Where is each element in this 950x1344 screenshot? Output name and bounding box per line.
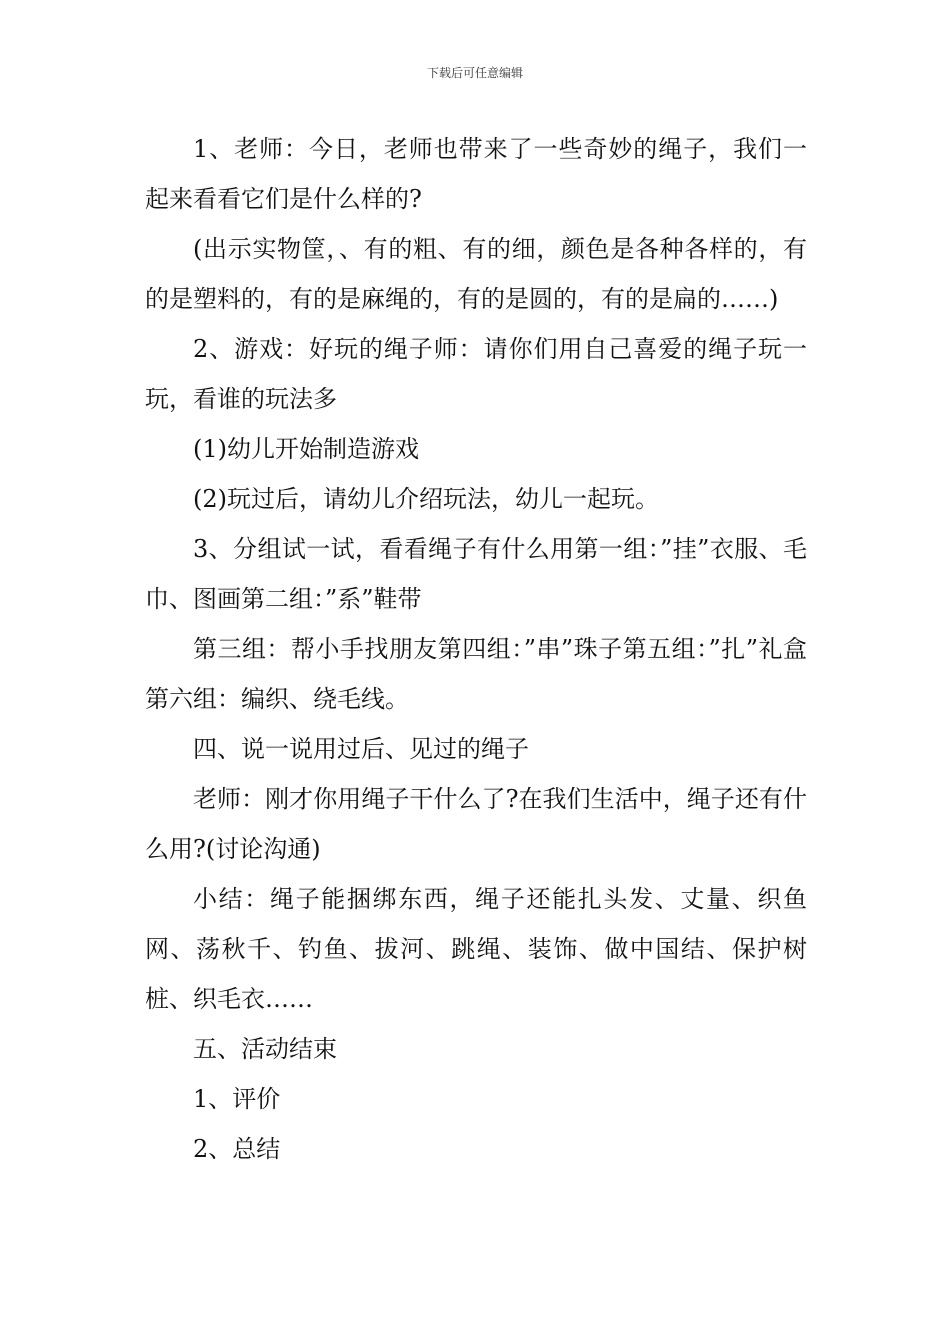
paragraph-2: (出示实物筐，、有的粗、有的细，颜色是各种各样的，有的是塑料的，有的是麻绳的，有的是圆的，有的是扁的……) <box>145 235 807 313</box>
paragraph-8: 四、说一说用过后、见过的绳子 <box>193 735 529 763</box>
paragraph-12: 1、评价 <box>193 1085 281 1113</box>
paragraph-11: 五、活动结束 <box>193 1035 337 1063</box>
document-body <box>145 124 807 1174</box>
page-header: 下载后可任意编辑 <box>426 66 523 80</box>
paragraph-1: 1、老师：今日，老师也带来了一些奇妙的绳子，我们一起来看看它们是什么样的? <box>145 135 807 213</box>
paragraph-7: 第三组：帮小手找朋友第四组：”串”珠子第五组：”扎”礼盒第六组：编织、绕毛线。 <box>145 635 807 713</box>
paragraph-9: 老师：刚才你用绳子干什么了?在我们生活中，绳子还有什么用?(讨论沟通) <box>145 785 807 863</box>
paragraph-6: 3、分组试一试，看看绳子有什么用第一组：”挂”衣服、毛巾、图画第二组：”系”鞋带 <box>145 535 807 613</box>
paragraph-4: (1)幼儿开始制造游戏 <box>193 435 419 463</box>
paragraph-10: 小结：绳子能捆绑东西，绳子还能扎头发、丈量、织鱼网、荡秋千、钓鱼、拔河、跳绳、装饰、做中国结、保护树桩、织毛衣…… <box>145 885 807 1013</box>
paragraph-5: (2)玩过后，请幼儿介绍玩法，幼儿一起玩。 <box>193 485 659 513</box>
paragraph-3: 2、游戏：好玩的绳子师：请你们用自己喜爱的绳子玩一玩，看谁的玩法多 <box>145 335 807 413</box>
paragraph-13: 2、总结 <box>193 1135 281 1163</box>
